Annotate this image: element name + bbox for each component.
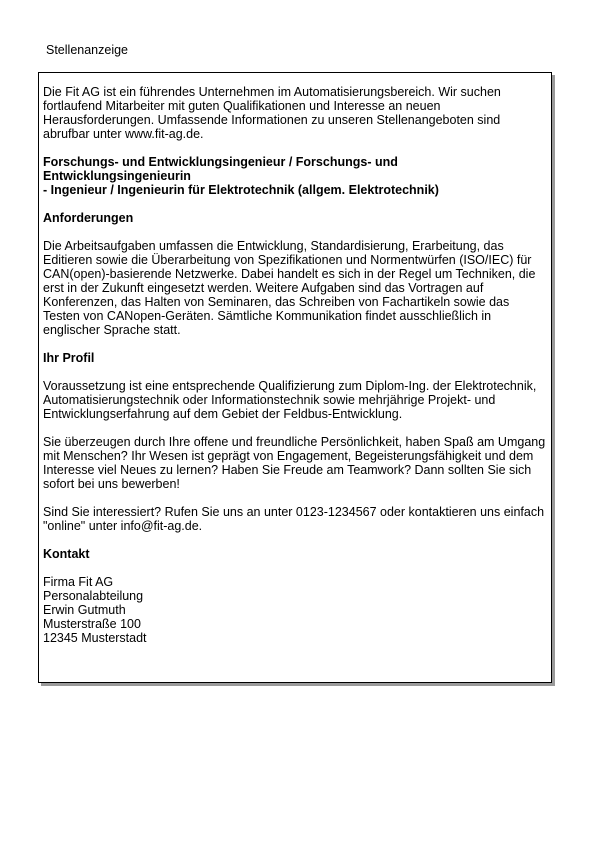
intro-line: abrufbar unter www.fit-ag.de. [43, 127, 204, 141]
intro-line: fortlaufend Mitarbeiter mit guten Qualifikationen und Interesse an neuen [43, 99, 441, 113]
contact-line: Erwin Gutmuth [43, 603, 126, 617]
position-title-line: Forschungs- und Entwicklungsingenieur / Forschungs- und [43, 155, 398, 169]
intro-line: Die Fit AG ist ein führendes Unternehmen im Automatisierungsbereich. Wir suchen [43, 85, 501, 99]
profile-line: Interesse viel Neues zu lernen? Haben Sie Freude am Teamwork? Dann sollten Sie sich [43, 463, 532, 477]
profile-heading: Ihr Profil [43, 351, 95, 365]
page-label: Stellenanzeige [46, 43, 129, 57]
contact-line: Musterstraße 100 [43, 617, 141, 631]
contact-line: Firma Fit AG [43, 575, 114, 589]
profile-line: mit Menschen? Ihr Wesen ist geprägt von Engagement, Begeisterungsfähigkeit und dem [43, 449, 534, 463]
requirements-line: englischer Sprache statt. [43, 323, 181, 337]
profile-paragraph-qualification [43, 379, 547, 421]
profile-line: Sind Sie interessiert? Rufen Sie uns an unter 0123-1234567 oder kontaktieren uns einfach [43, 505, 545, 519]
profile-paragraph-contact-call [43, 505, 547, 533]
position-title-line: - Ingenieur / Ingenieurin für Elektrotechnik (allgem. Elektrotechnik) [43, 183, 439, 197]
profile-line: Automatisierungstechnik oder Informationstechnik sowie mehrjährige Projekt- und [43, 393, 496, 407]
intro-line: Herausforderungen. Umfassende Informationen zu unseren Stellenangeboten sind [43, 113, 501, 127]
intro-paragraph [43, 85, 547, 141]
contact-heading: Kontakt [43, 547, 90, 561]
requirements-line: Testen von CANopen-Geräten. Sämtliche Kommunikation findet ausschließlich in [43, 309, 492, 323]
position-title [43, 155, 547, 197]
requirements-line: erst in der Zukunft eingesetzt werden. Weitere Aufgaben sind das Vortragen auf [43, 281, 484, 295]
position-title-line: Entwicklungsingenieurin [43, 169, 191, 183]
contact-address [43, 575, 547, 645]
job-ad-box [38, 72, 552, 683]
profile-line: "online" unter info@fit-ag.de. [43, 519, 203, 533]
requirements-line: CAN(open)-basierende Netzwerke. Dabei handelt es sich in der Regel um Techniken, die [43, 267, 536, 281]
requirements-line: Editieren sowie die Überarbeitung von Spezifikationen und Normentwürfen (ISO/IEC) für [43, 253, 532, 267]
profile-line: Voraussetzung ist eine entsprechende Qualifizierung zum Diplom-Ing. der Elektrotechnik, [43, 379, 537, 393]
contact-line: 12345 Musterstadt [43, 631, 147, 645]
requirements-line: Konferenzen, das Halten von Seminaren, das Schreiben von Fachartikeln sowie das [43, 295, 510, 309]
requirements-paragraph [43, 239, 547, 337]
requirements-line: Die Arbeitsaufgaben umfassen die Entwicklung, Standardisierung, Erarbeitung, das [43, 239, 504, 253]
profile-line: Entwicklungserfahrung auf dem Gebiet der Feldbus-Entwicklung. [43, 407, 403, 421]
profile-line: sofort bei uns bewerben! [43, 477, 180, 491]
profile-paragraph-personality [43, 435, 547, 491]
profile-line: Sie überzeugen durch Ihre offene und freundliche Persönlichkeit, haben Spaß am Umgang [43, 435, 546, 449]
contact-line: Personalabteilung [43, 589, 144, 603]
requirements-heading: Anforderungen [43, 211, 134, 225]
